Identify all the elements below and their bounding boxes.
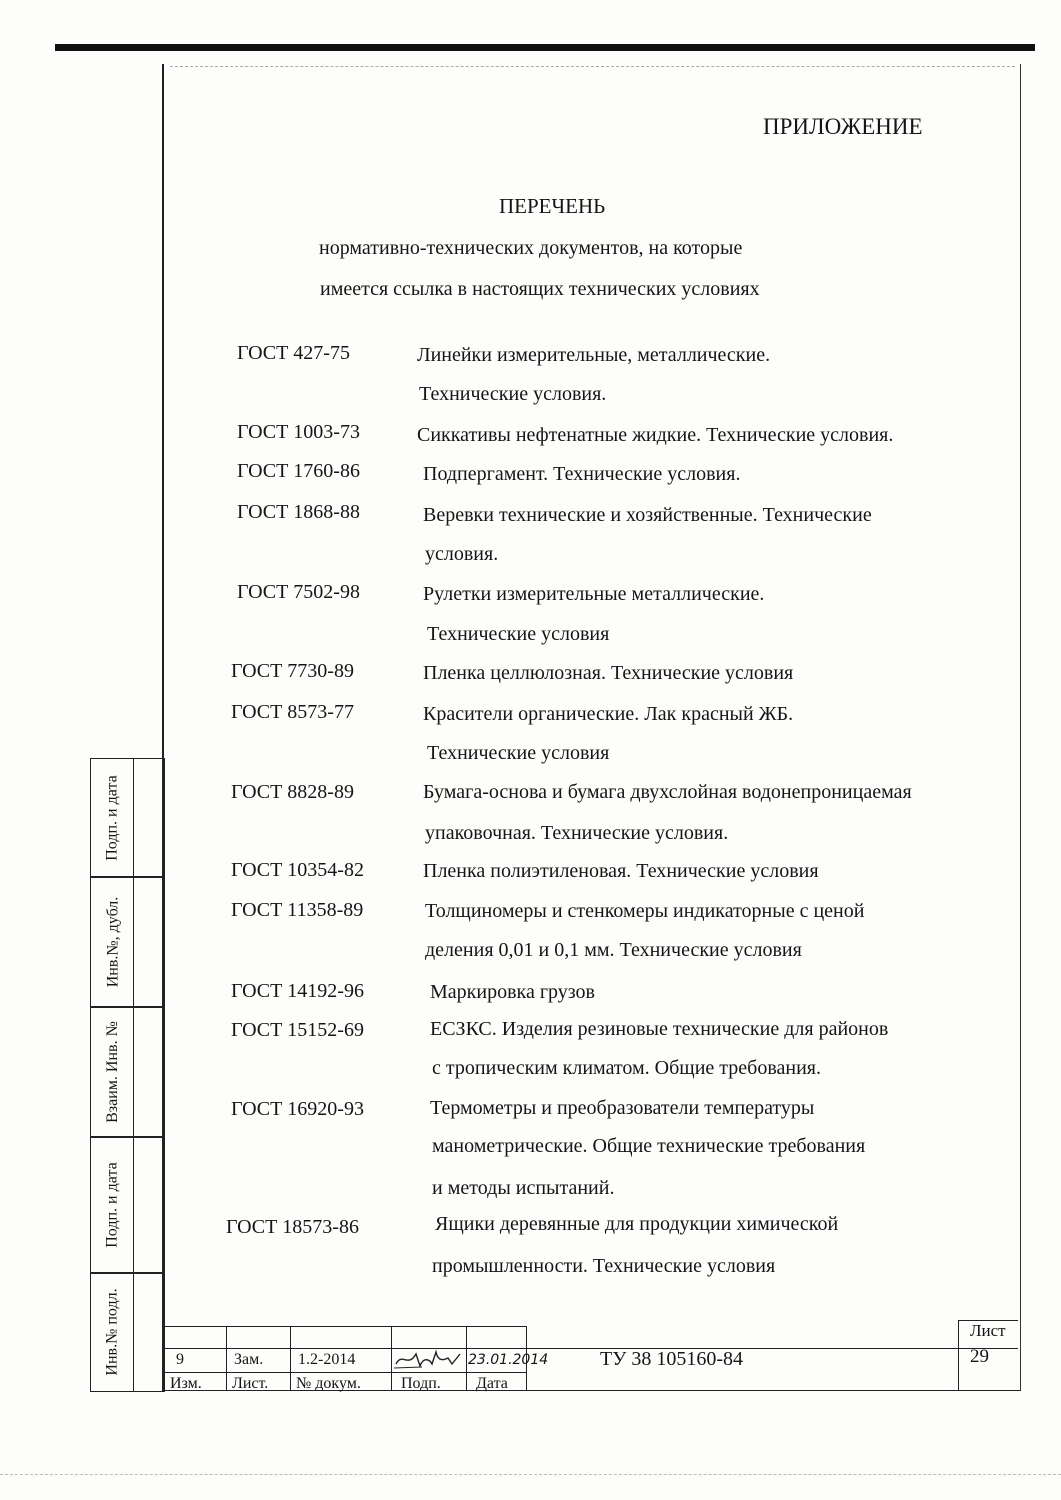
gost-code: ГОСТ 1760-86 — [237, 460, 360, 482]
gost-description: Сиккативы нефтенатные жидкие. Технические условия. — [417, 424, 894, 446]
side-field-signature-date-top — [90, 758, 165, 878]
change-type: Зам. — [234, 1351, 264, 1368]
signature-label: Подп. — [401, 1375, 441, 1392]
list-label: Лист. — [232, 1375, 269, 1392]
gost-description: с тропическим климатом. Общие требования. — [432, 1057, 821, 1079]
gost-code: ГОСТ 15152-69 — [231, 1019, 364, 1041]
gost-description: манометрические. Общие технические требования — [432, 1135, 866, 1157]
change-document-number: 1.2-2014 — [298, 1351, 356, 1368]
subtitle-line-2: имеется ссылка в настоящих технических условиях — [320, 278, 760, 300]
title-block-line — [958, 1320, 959, 1390]
gost-description: Бумага-основа и бумага двухслойная водонепроницаемая — [423, 781, 912, 803]
gost-description: Подпергамент. Технические условия. — [423, 463, 741, 485]
gost-description: условия. — [425, 543, 499, 565]
signature-date: 23.01.2014 — [468, 1352, 549, 1368]
side-label: Подп. и дата — [104, 1162, 122, 1248]
gost-code: ГОСТ 16920-93 — [231, 1098, 364, 1120]
gost-code: ГОСТ 8573-77 — [231, 701, 354, 723]
gost-description: деления 0,01 и 0,1 мм. Технические условия — [425, 939, 802, 961]
izm-label: Изм. — [170, 1375, 202, 1392]
gost-description: Пленка целлюлозная. Технические условия — [423, 662, 794, 684]
gost-description: Технические условия — [427, 623, 610, 645]
frame-top-edge — [170, 66, 1015, 67]
subtitle-line-1: нормативно-технических документов, на которые — [319, 237, 743, 259]
bottom-scan-edge — [0, 1474, 1061, 1475]
appendix-heading: ПРИЛОЖЕНИЕ — [763, 114, 923, 139]
gost-description: ЕСЗКС. Изделия резиновые технические для районов — [430, 1018, 889, 1040]
gost-description: Ящики деревянные для продукции химической — [435, 1213, 839, 1235]
title-block-line — [290, 1326, 291, 1390]
gost-code: ГОСТ 14192-96 — [231, 980, 364, 1002]
side-field-inv-dubl — [90, 876, 165, 1008]
change-number: 9 — [176, 1351, 184, 1368]
gost-code: ГОСТ 1003-73 — [237, 421, 360, 443]
gost-description: Маркировка грузов — [430, 981, 595, 1003]
gost-description: Пленка полиэтиленовая. Технические условия — [423, 860, 819, 882]
title-block-line — [466, 1326, 467, 1390]
side-label: Взаим. Инв. № — [104, 1021, 121, 1123]
title-block-line — [162, 1326, 527, 1327]
title-block-line — [226, 1326, 227, 1390]
side-label: Инв.№ подл. — [104, 1288, 122, 1376]
gost-description: упаковочная. Технические условия. — [425, 822, 729, 844]
gost-description: промышленности. Технические условия — [432, 1255, 776, 1277]
gost-code: ГОСТ 11358-89 — [231, 899, 364, 921]
gost-description: Толщиномеры и стенкомеры индикаторные с ценой — [425, 900, 865, 922]
gost-code: ГОСТ 427-75 — [237, 342, 350, 364]
gost-code: ГОСТ 18573-86 — [226, 1216, 359, 1238]
gost-description: Линейки измерительные, металлические. — [417, 344, 771, 366]
side-field-vzaim-inv — [90, 1006, 165, 1138]
gost-code: ГОСТ 8828-89 — [231, 781, 354, 803]
side-label: Подп. и дата — [104, 775, 122, 861]
gost-code: ГОСТ 1868-88 — [237, 501, 360, 523]
doc-label: № докум. — [296, 1375, 361, 1392]
gost-code: ГОСТ 10354-82 — [231, 859, 364, 881]
list-title: ПЕРЕЧЕНЬ — [499, 194, 606, 218]
date-label: Дата — [476, 1375, 508, 1392]
side-label: Инв.№, дубл. — [104, 896, 121, 988]
gost-code: ГОСТ 7730-89 — [231, 660, 354, 682]
top-rule — [55, 44, 1035, 51]
gost-description: Веревки технические и хозяйственные. Технические — [423, 504, 872, 526]
gost-description: Технические условия. — [419, 383, 607, 405]
gost-description: Термометры и преобразователи температуры — [430, 1097, 815, 1119]
title-block-line — [162, 1372, 527, 1373]
gost-code: ГОСТ 7502-98 — [237, 581, 360, 603]
side-field-inv-podl — [90, 1272, 165, 1392]
gost-description: Красители органические. Лак красный ЖБ. — [423, 703, 794, 725]
side-field-signature-date-bottom — [90, 1136, 165, 1274]
sheet-number: 29 — [970, 1346, 989, 1367]
gost-description: Технические условия — [427, 742, 610, 764]
sheet-label: Лист — [970, 1321, 1006, 1340]
gost-description: Рулетки измерительные металлические. — [423, 583, 765, 605]
signature-icon — [392, 1346, 464, 1372]
gost-description: и методы испытаний. — [432, 1177, 615, 1199]
document-code: ТУ 38 105160-84 — [600, 1348, 744, 1370]
